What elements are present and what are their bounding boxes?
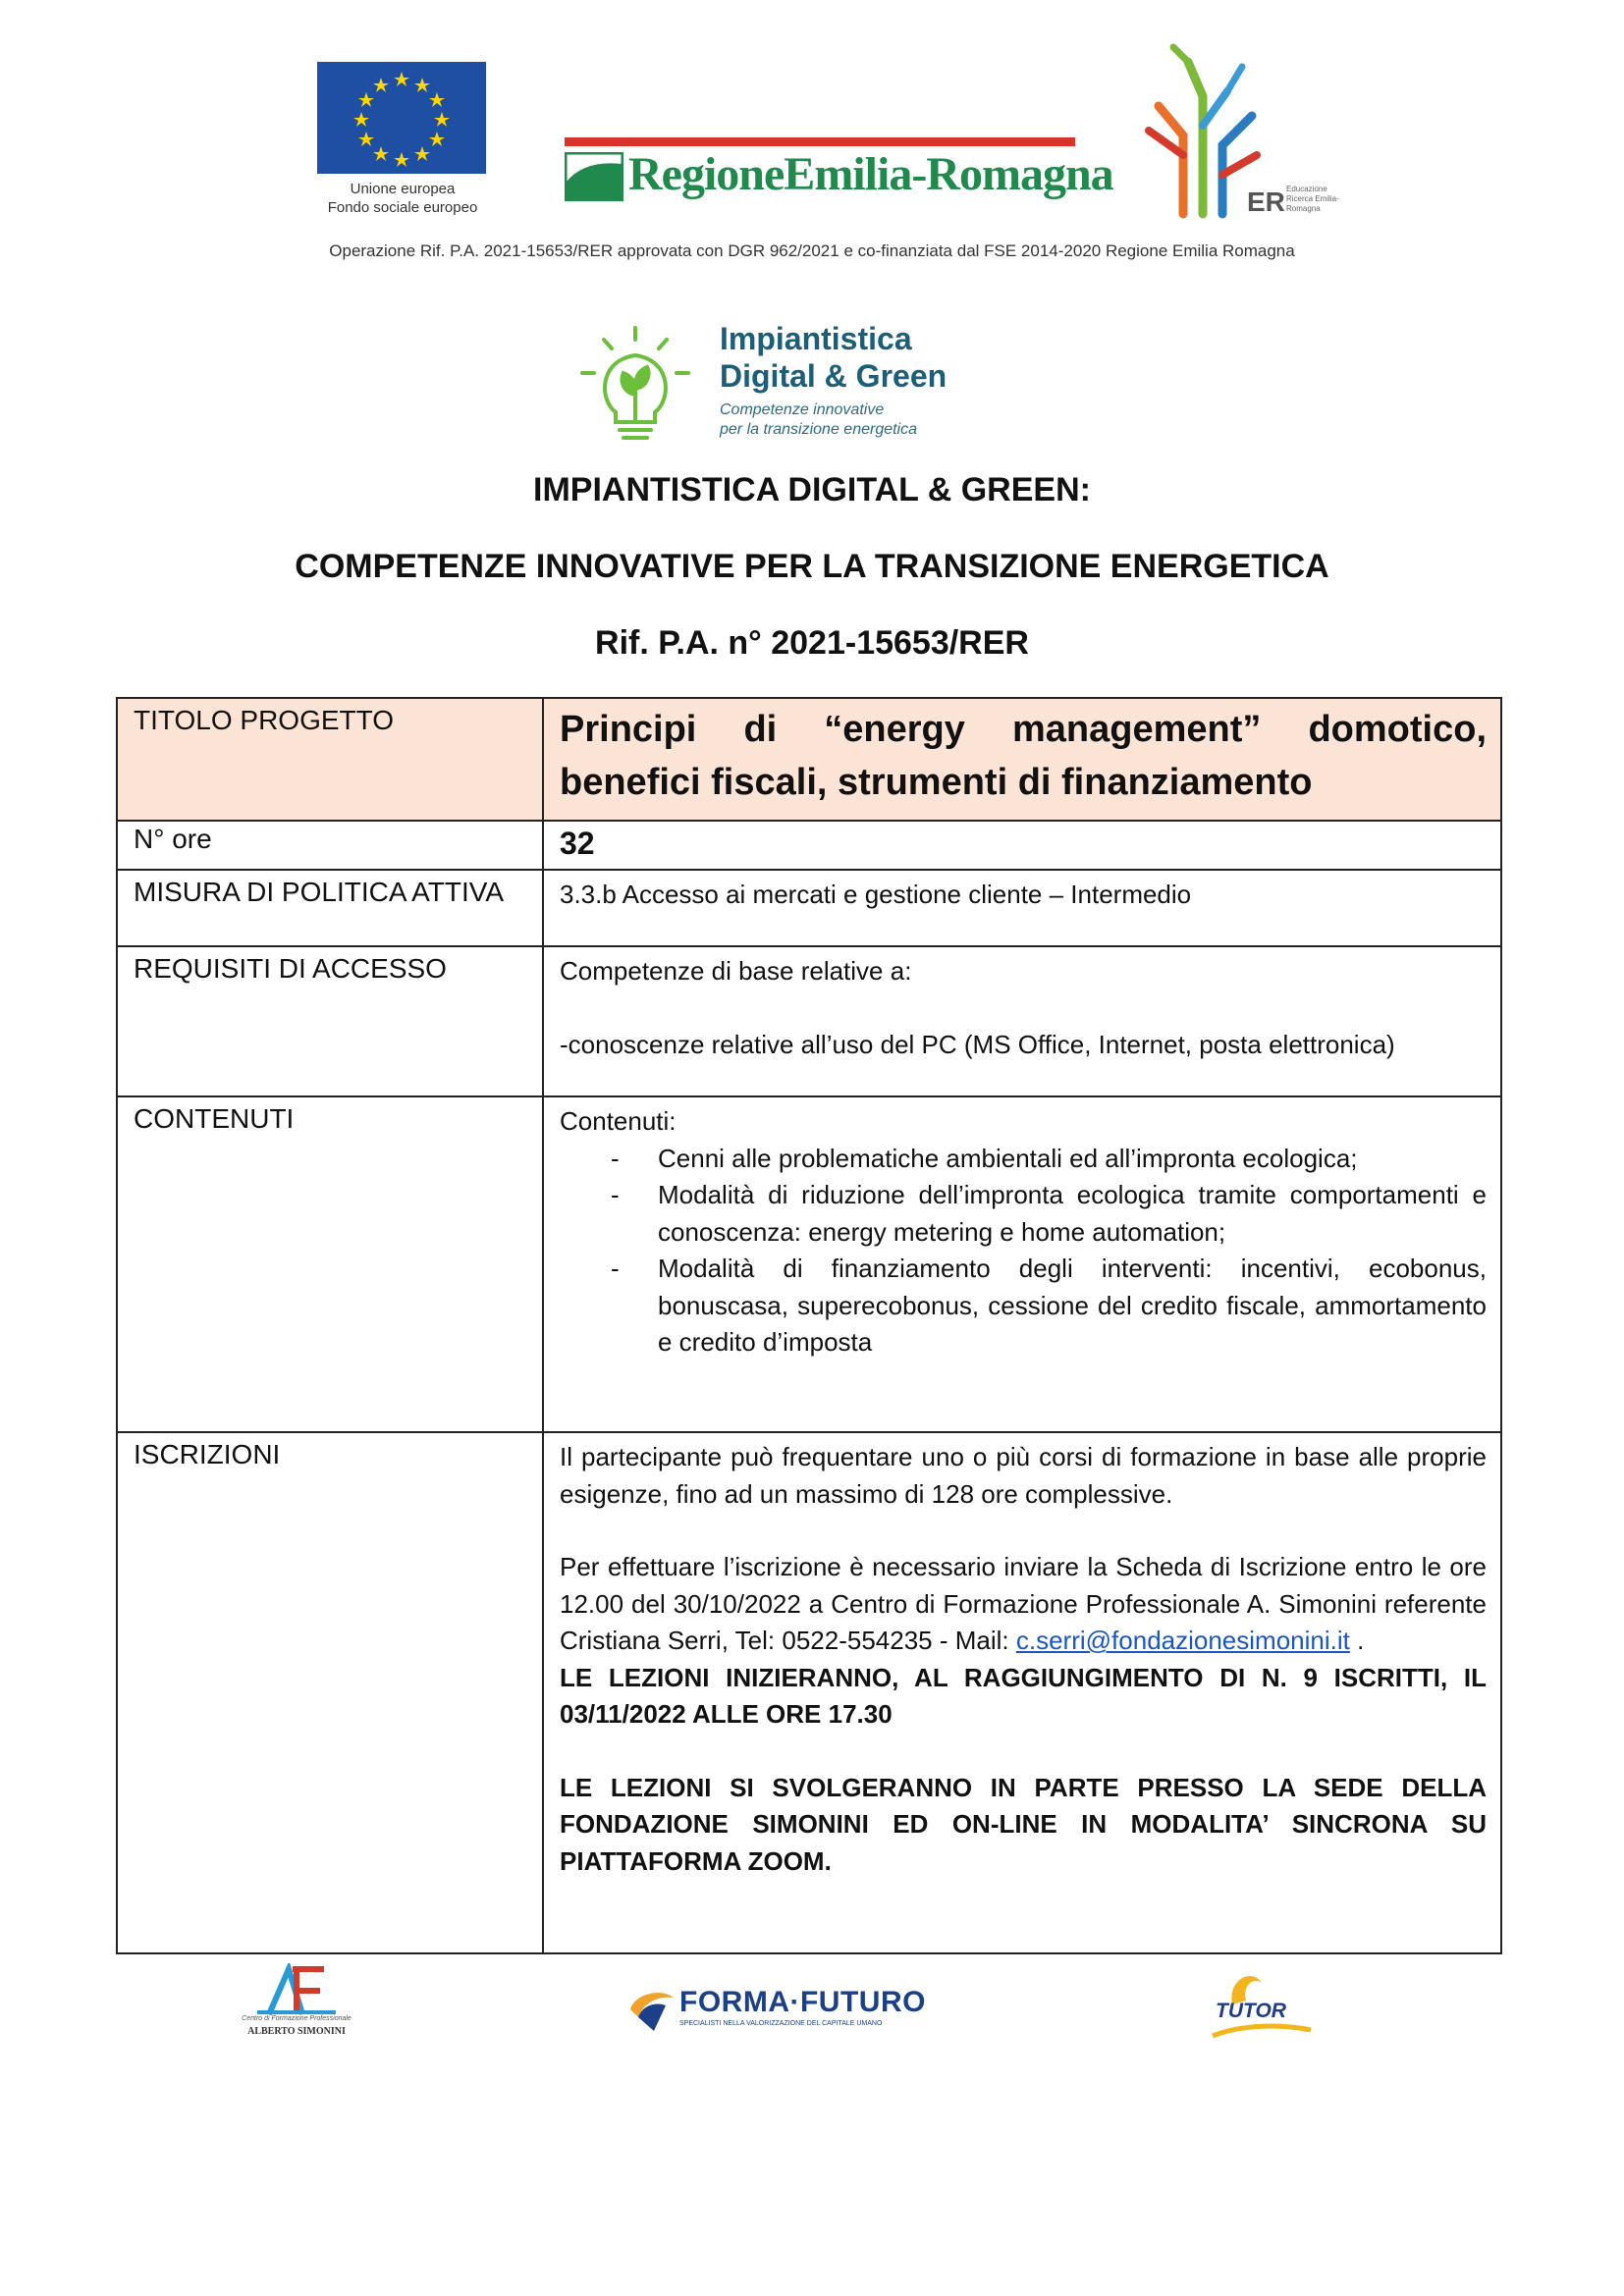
- operazione-note: Operazione Rif. P.A. 2021-15653/RER approvata con DGR 962/2021 e co-finanziata dal FSE 2014-2020 Regione Emilia Romagna: [329, 241, 1295, 260]
- simonini-caption-line1: Centro di Formazione Professionale: [242, 2015, 352, 2022]
- heading-line2: COMPETENZE INNOVATIVE PER LA TRANSIZIONE ENERGETICA: [295, 548, 1329, 585]
- list-item-text: Cenni alle problematiche ambientali ed all’impronta ecologica;: [658, 1143, 1358, 1173]
- heading-line3: Rif. P.A. n° 2021-15653/RER: [595, 624, 1029, 662]
- er-small-text: Educazione Ricerca Emilia-Romagna: [1286, 185, 1339, 213]
- project-logo-sub-line2: per la transizione energetica: [720, 421, 918, 438]
- value-cell: [543, 870, 1501, 946]
- er-brand: ER: [1247, 187, 1285, 217]
- contenuti-value: [544, 1097, 1500, 1362]
- heading-line1: IMPIANTISTICA DIGITAL & GREEN:: [533, 471, 1091, 508]
- eu-flag-logo: [317, 62, 486, 174]
- iscrizioni-paragraph-1: Il partecipante può frequentare uno o più corsi di formazione in base alle proprie esigenze, fino ad un massimo di 128 ore complessive.: [560, 1442, 1487, 1509]
- requisiti-label: REQUISITI DI ACCESSO: [134, 953, 447, 984]
- project-logo-subtitle: [720, 400, 917, 440]
- email-trailing: .: [1349, 1626, 1365, 1655]
- label-cell: [117, 870, 543, 946]
- value-cell: [543, 698, 1501, 821]
- misura-label: MISURA DI POLITICA ATTIVA: [134, 877, 505, 907]
- table-row: [117, 1432, 1501, 1953]
- forma-futuro-icon: [626, 1988, 677, 2033]
- iscrizioni-value: [544, 1433, 1500, 1880]
- table-row: [117, 698, 1501, 821]
- bullet-dash: -: [611, 1254, 620, 1283]
- ore-value: 32: [560, 826, 595, 861]
- tutor-wordmark: TUTOR: [1216, 2000, 1286, 2022]
- list-item: [560, 1251, 1487, 1362]
- regione-red-bar: [565, 137, 1075, 146]
- value-cell: [543, 821, 1501, 870]
- list-item-text: Modalità di riduzione dell’impronta ecologica tramite comportamenti e conoscenza: energy metering e home automation;: [658, 1180, 1487, 1247]
- simonini-caption-line2: ALBERTO SIMONINI: [247, 2026, 346, 2037]
- course-info-table: [116, 697, 1502, 1954]
- label-cell: [117, 946, 543, 1096]
- label-cell: [117, 1096, 543, 1432]
- titolo-label: TITOLO PROGETTO: [134, 705, 395, 735]
- regione-wave-icon: [565, 152, 623, 201]
- value-cell: [543, 1096, 1501, 1432]
- eu-caption-line2: Fondo sociale europeo: [327, 199, 478, 216]
- ore-label: N° ore: [134, 824, 212, 854]
- value-cell: [543, 946, 1501, 1096]
- iscrizioni-paragraph-2: [560, 1549, 1487, 1660]
- list-item: [560, 1141, 1487, 1178]
- iscrizioni-bold-start: LE LEZIONI INIZIERANNO, AL RAGGIUNGIMENTO DI N. 9 ISCRITTI, IL 03/11/2022 ALLE ORE 17.30: [560, 1662, 1487, 1729]
- table-row: [117, 1096, 1501, 1432]
- eu-caption-line1: Unione europea: [350, 181, 456, 197]
- bullet-dash: -: [611, 1143, 620, 1173]
- titolo-value: Principi di “energy management” domotico, benefici fiscali, strumenti di finanziamento: [560, 709, 1487, 803]
- table-row: [117, 946, 1501, 1096]
- eu-stars-icon: [317, 62, 486, 174]
- table-row: [117, 821, 1501, 870]
- list-item-text: Modalità di finanziamento degli interventi: incentivi, ecobonus, bonuscasa, superecobonus, cessione del credito fiscale, ammortamento e credito d’imposta: [658, 1254, 1487, 1357]
- lightbulb-leaf-icon: [574, 326, 697, 444]
- project-logo-title-line2: Digital & Green: [720, 358, 947, 394]
- regione-wordmark: RegioneEmilia-Romagna: [628, 148, 1113, 200]
- forma-futuro-wordmark: FORMA·FUTURO: [679, 1986, 926, 2018]
- table-row: [117, 870, 1501, 946]
- contenuti-intro: Contenuti:: [560, 1106, 677, 1136]
- project-logo-title-line1: Impiantistica: [720, 321, 912, 356]
- requisiti-item: -conoscenze relative all’uso del PC (MS Office, Internet, posta elettronica): [560, 1030, 1395, 1059]
- list-item: [560, 1177, 1487, 1251]
- requisiti-intro: Competenze di base relative a:: [560, 956, 912, 986]
- label-cell: [117, 1432, 543, 1953]
- iscrizioni-paragraph-2-text: Per effettuare l’iscrizione è necessario inviare la Scheda di Iscrizione entro le ore 12.00 del 30/10/2022 a Centro di Formazione Professionale A. Simonini referente Cristiana Serri, Tel: 0522-554235 - Mail:: [560, 1552, 1487, 1655]
- forma-futuro-tagline: SPECIALISTI NELLA VALORIZZAZIONE DEL CAPITALE UMANO: [679, 2020, 883, 2027]
- value-cell: [543, 1432, 1501, 1953]
- project-logo-sub-line1: Competenze innovative: [720, 401, 885, 418]
- iscrizioni-bold-location: LE LEZIONI SI SVOLGERANNO IN PARTE PRESSO LA SEDE DELLA FONDAZIONE SIMONINI ED ON-LINE IN MODALITA’ SINCRONA SU PIATTAFORMA ZOOM.: [560, 1772, 1487, 1876]
- label-cell: [117, 821, 543, 870]
- eu-caption: [295, 180, 511, 217]
- requisiti-value: [544, 947, 1500, 1063]
- label-cell: [117, 698, 543, 821]
- contenuti-label: CONTENUTI: [134, 1103, 295, 1134]
- email-link[interactable]: c.serri@fondazionesimonini.it: [1015, 1626, 1350, 1655]
- iscrizioni-label: ISCRIZIONI: [134, 1439, 281, 1469]
- project-logo-title: [720, 320, 947, 395]
- bullet-dash: -: [611, 1180, 620, 1209]
- misura-value: 3.3.b Accesso ai mercati e gestione cliente – Intermedio: [560, 880, 1192, 909]
